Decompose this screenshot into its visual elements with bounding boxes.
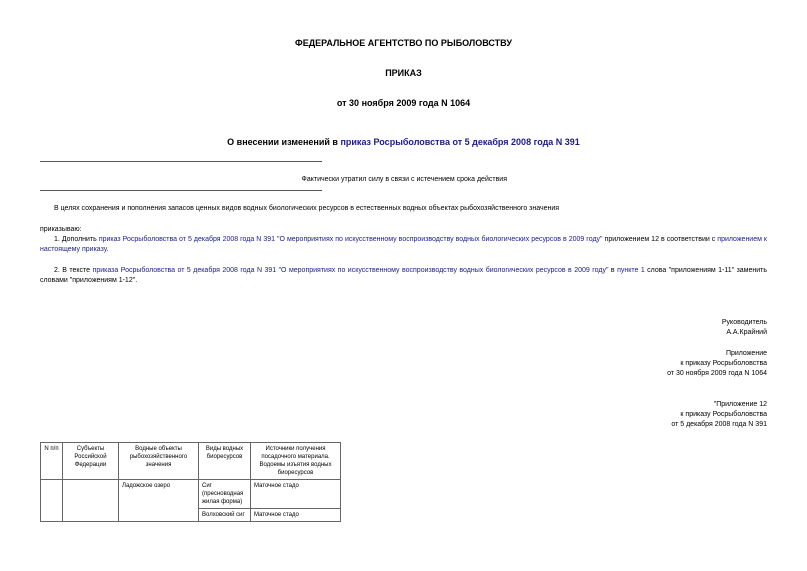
- signature-name: А.А.Крайний: [726, 329, 767, 336]
- item2-link-clause[interactable]: пункте 1: [617, 267, 645, 274]
- document-date: от 30 ноября 2009 года N 1064: [336, 98, 471, 108]
- cell-water-body: Ладожское озеро: [119, 480, 199, 522]
- cell-number: [41, 480, 63, 522]
- appendix12-line-2: к приказу Росрыболовства: [680, 411, 767, 418]
- item2-middle: в: [608, 267, 618, 274]
- signature-block: [500, 318, 767, 338]
- document-type: ПРИКАЗ: [385, 68, 422, 78]
- order-item-2: [40, 266, 767, 286]
- divider-bottom: [40, 190, 322, 191]
- appendix12-line-1: "Приложение 12: [713, 401, 767, 408]
- cell-species: Волховский сиг: [199, 509, 251, 522]
- item1-link-order[interactable]: приказ Росрыболовства от 5 декабря 2008 года N 391 "О мероприятиях по искусственному воспроизводству водных биологических ресурсов в 2009 году": [98, 236, 603, 243]
- title-link[interactable]: приказ Росрыболовства от 5 декабря 2008 года N 391: [340, 137, 580, 147]
- item2-prefix: 2. В тексте: [54, 267, 93, 274]
- item2-link-order[interactable]: приказа Росрыболовства от 5 декабря 2008 года N 391 "О мероприятиях по искусственному воспроизводству водных биологических ресурсов в 2009 году": [92, 267, 609, 274]
- table-header-row: [41, 443, 341, 480]
- appendix-line-3: от 30 ноября 2009 года N 1064: [667, 370, 767, 377]
- item1-prefix: 1. Дополнить: [54, 236, 99, 243]
- order-word: приказываю:: [40, 226, 82, 233]
- col-header-water-body: Водные объекты рыбохозяйственного значения: [119, 443, 199, 480]
- item1-suffix: .: [106, 246, 109, 253]
- col-header-source: Источники получения посадочного материала. Водоемы изъятия водных биоресурсов: [251, 443, 341, 480]
- appendix-line-1: Приложение: [725, 350, 767, 357]
- agency-name: ФЕДЕРАЛЬНОЕ АГЕНТСТВО ПО РЫБОЛОВСТВУ: [295, 38, 512, 48]
- col-header-number: N п/п: [41, 443, 63, 480]
- cell-species: Сиг (пресноводная жилая форма): [199, 480, 251, 509]
- item1-link-appendix[interactable]: приложением к настоящему приказу: [40, 236, 767, 253]
- appendix12-line-3: от 5 декабря 2008 года N 391: [671, 421, 767, 428]
- cell-source: Маточное стадо: [251, 480, 341, 509]
- order-item-1: [40, 235, 767, 255]
- preamble: В целях сохранения и пополнения запасов ценных видов водных биологических ресурсов в естественных водных объектах рыбохозяйственного значения: [54, 205, 560, 212]
- col-header-region: Субъекты Российской Федерации: [63, 443, 119, 480]
- appendix-block: [500, 349, 767, 379]
- signature-position: Руководитель: [721, 319, 767, 326]
- item2-suffix: слова "приложениям 1-11" заменить словами "приложениям 1-12".: [40, 267, 768, 284]
- document-title: [0, 137, 807, 147]
- appendix12-block: [500, 400, 767, 430]
- table-row: [41, 480, 341, 509]
- status-note: Фактически утратил силу в связи с истечением срока действия: [301, 176, 507, 183]
- item1-middle: приложением 12 в соответствии с: [602, 236, 718, 243]
- cell-region: [63, 480, 119, 522]
- appendix-table: [40, 442, 341, 522]
- appendix-line-2: к приказу Росрыболовства: [680, 360, 767, 367]
- cell-source: Маточное стадо: [251, 509, 341, 522]
- col-header-species: Виды водных биоресурсов: [199, 443, 251, 480]
- title-prefix: О внесении изменений в: [227, 137, 341, 147]
- divider-top: [40, 161, 322, 162]
